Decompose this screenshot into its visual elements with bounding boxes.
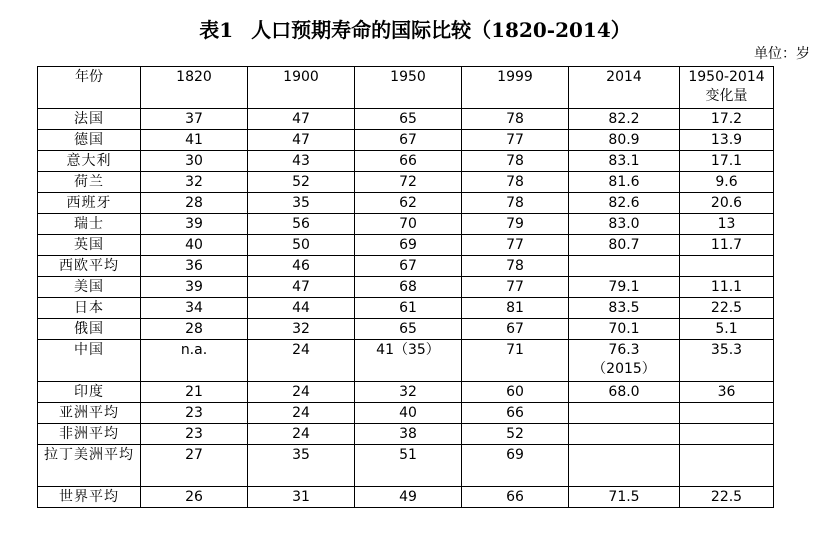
- cell-1950: 41（35）: [355, 340, 462, 382]
- cell-1950: 65: [355, 319, 462, 340]
- table-row: [38, 424, 774, 445]
- cell-2014: [569, 235, 680, 256]
- cell-1999: 78: [462, 109, 569, 130]
- cell-1950: 68: [355, 277, 462, 298]
- cell-2014-value: 71.5: [608, 489, 640, 505]
- cell-change: 11.1: [680, 277, 774, 298]
- cell-1950: 40: [355, 403, 462, 424]
- cell-2014: [569, 256, 680, 277]
- table-title-text: 人口预期寿命的国际比较（1820-2014）: [251, 18, 631, 42]
- cell-1900: 31: [248, 487, 355, 508]
- cell-2014-value: 83.0: [608, 216, 640, 232]
- cell-2014: [569, 424, 680, 445]
- cell-2014-value: 82.2: [608, 111, 640, 127]
- cell-2014: [569, 319, 680, 340]
- cell-1900: 47: [248, 277, 355, 298]
- cell-1999: 78: [462, 193, 569, 214]
- table-row: [38, 403, 774, 424]
- table-title: [0, 16, 830, 44]
- table-row: [38, 445, 774, 487]
- cell-2014-value: 81.6: [608, 174, 640, 190]
- table-row: [38, 340, 774, 382]
- cell-country: 日本: [38, 298, 141, 319]
- cell-1950: 38: [355, 424, 462, 445]
- cell-change: [680, 445, 774, 487]
- cell-change: 36: [680, 382, 774, 403]
- cell-1950: 62: [355, 193, 462, 214]
- cell-1820: 39: [141, 277, 248, 298]
- cell-2014-value: 83.5: [608, 300, 640, 316]
- cell-country: 世界平均: [38, 487, 141, 508]
- cell-country: 德国: [38, 130, 141, 151]
- header-change-line1: 1950-2014: [688, 69, 765, 85]
- table-row: [38, 214, 774, 235]
- cell-change: 13: [680, 214, 774, 235]
- cell-1820: 21: [141, 382, 248, 403]
- table-row: [38, 151, 774, 172]
- cell-2014-value: 79.1: [608, 279, 640, 295]
- table-row: [38, 172, 774, 193]
- table-row: [38, 319, 774, 340]
- cell-1999: 77: [462, 235, 569, 256]
- cell-2014: [569, 193, 680, 214]
- cell-2014: [569, 487, 680, 508]
- cell-1820: 26: [141, 487, 248, 508]
- cell-change: 11.7: [680, 235, 774, 256]
- cell-2014: [569, 277, 680, 298]
- cell-1999: 52: [462, 424, 569, 445]
- cell-2014-value: 83.1: [608, 153, 640, 169]
- cell-1950: 49: [355, 487, 462, 508]
- cell-1900: 44: [248, 298, 355, 319]
- cell-country: 法国: [38, 109, 141, 130]
- cell-country: 西班牙: [38, 193, 141, 214]
- table-row: [38, 256, 774, 277]
- cell-country: 荷兰: [38, 172, 141, 193]
- cell-country: 非洲平均: [38, 424, 141, 445]
- cell-1900: 47: [248, 130, 355, 151]
- unit-label: 单位：岁: [754, 46, 810, 62]
- cell-country: 亚洲平均: [38, 403, 141, 424]
- cell-2014: [569, 403, 680, 424]
- cell-1950: 67: [355, 256, 462, 277]
- cell-1820: 30: [141, 151, 248, 172]
- cell-1820: 39: [141, 214, 248, 235]
- cell-2014-value: 80.9: [608, 132, 640, 148]
- cell-change: 17.2: [680, 109, 774, 130]
- cell-1999: 78: [462, 151, 569, 172]
- cell-1950: 51: [355, 445, 462, 487]
- cell-2014: [569, 130, 680, 151]
- table-number: 表1: [199, 18, 234, 42]
- cell-2014: [569, 445, 680, 487]
- cell-2014: [569, 109, 680, 130]
- table-row: [38, 130, 774, 151]
- header-1999: 1999: [462, 67, 569, 109]
- cell-1900: 46: [248, 256, 355, 277]
- cell-change: 35.3: [680, 340, 774, 382]
- cell-2014: [569, 298, 680, 319]
- cell-1950: 69: [355, 235, 462, 256]
- cell-1999: 81: [462, 298, 569, 319]
- header-1820: 1820: [141, 67, 248, 109]
- cell-1999: 71: [462, 340, 569, 382]
- table-row: [38, 277, 774, 298]
- cell-1950: 66: [355, 151, 462, 172]
- cell-1820: 28: [141, 319, 248, 340]
- table-row: [38, 382, 774, 403]
- cell-1900: 35: [248, 445, 355, 487]
- header-change: [680, 67, 774, 109]
- cell-2014: [569, 151, 680, 172]
- cell-change: [680, 256, 774, 277]
- cell-1820: 28: [141, 193, 248, 214]
- cell-2014-value: 68.0: [608, 384, 640, 400]
- cell-2014: [569, 340, 680, 382]
- table-body: [38, 109, 774, 508]
- cell-country: 美国: [38, 277, 141, 298]
- cell-country: 瑞士: [38, 214, 141, 235]
- header-row: [38, 67, 774, 109]
- cell-2014-value: 76.3: [608, 342, 640, 358]
- cell-1950: 70: [355, 214, 462, 235]
- cell-1950: 72: [355, 172, 462, 193]
- cell-2014-note: （2015）: [592, 361, 656, 377]
- header-1950: 1950: [355, 67, 462, 109]
- cell-1999: 77: [462, 277, 569, 298]
- cell-1820: 36: [141, 256, 248, 277]
- header-country: 年份: [38, 67, 141, 109]
- cell-1999: 66: [462, 403, 569, 424]
- header-2014: 2014: [569, 67, 680, 109]
- cell-1900: 50: [248, 235, 355, 256]
- cell-1820: 37: [141, 109, 248, 130]
- cell-change: 13.9: [680, 130, 774, 151]
- cell-change: 22.5: [680, 298, 774, 319]
- cell-1999: 66: [462, 487, 569, 508]
- cell-1900: 56: [248, 214, 355, 235]
- cell-1999: 78: [462, 172, 569, 193]
- cell-country: 俄国: [38, 319, 141, 340]
- cell-2014-value: 80.7: [608, 237, 640, 253]
- cell-1820: 23: [141, 424, 248, 445]
- cell-2014: [569, 382, 680, 403]
- cell-1999: 67: [462, 319, 569, 340]
- cell-change: 20.6: [680, 193, 774, 214]
- table-row: [38, 193, 774, 214]
- cell-1950: 32: [355, 382, 462, 403]
- cell-1999: 60: [462, 382, 569, 403]
- cell-1900: 43: [248, 151, 355, 172]
- cell-1999: 79: [462, 214, 569, 235]
- cell-2014-value: 82.6: [608, 195, 640, 211]
- cell-1820: 23: [141, 403, 248, 424]
- cell-change: 9.6: [680, 172, 774, 193]
- cell-change: 22.5: [680, 487, 774, 508]
- cell-2014: [569, 214, 680, 235]
- cell-2014-value: 70.1: [608, 321, 640, 337]
- table-row: [38, 109, 774, 130]
- cell-change: [680, 403, 774, 424]
- cell-country: 中国: [38, 340, 141, 382]
- cell-1820: 27: [141, 445, 248, 487]
- cell-1820: 40: [141, 235, 248, 256]
- cell-2014: [569, 172, 680, 193]
- cell-1900: 24: [248, 424, 355, 445]
- cell-1900: 24: [248, 382, 355, 403]
- cell-change: 5.1: [680, 319, 774, 340]
- cell-change: 17.1: [680, 151, 774, 172]
- cell-1900: 32: [248, 319, 355, 340]
- cell-country: 拉丁美洲平均: [38, 445, 141, 487]
- cell-1999: 77: [462, 130, 569, 151]
- cell-1999: 78: [462, 256, 569, 277]
- cell-1950: 61: [355, 298, 462, 319]
- cell-1900: 35: [248, 193, 355, 214]
- table-row: [38, 298, 774, 319]
- cell-1900: 24: [248, 340, 355, 382]
- header-1900: 1900: [248, 67, 355, 109]
- life-expectancy-table: [37, 66, 774, 508]
- cell-country: 印度: [38, 382, 141, 403]
- cell-1950: 65: [355, 109, 462, 130]
- table-row: [38, 487, 774, 508]
- cell-1900: 47: [248, 109, 355, 130]
- cell-1820: n.a.: [141, 340, 248, 382]
- header-change-line2: 变化量: [705, 88, 748, 104]
- cell-1820: 32: [141, 172, 248, 193]
- cell-1900: 52: [248, 172, 355, 193]
- cell-country: 西欧平均: [38, 256, 141, 277]
- cell-country: 意大利: [38, 151, 141, 172]
- cell-1820: 34: [141, 298, 248, 319]
- cell-1950: 67: [355, 130, 462, 151]
- cell-country: 英国: [38, 235, 141, 256]
- table-row: [38, 235, 774, 256]
- cell-1900: 24: [248, 403, 355, 424]
- cell-1820: 41: [141, 130, 248, 151]
- cell-1999: 69: [462, 445, 569, 487]
- cell-change: [680, 424, 774, 445]
